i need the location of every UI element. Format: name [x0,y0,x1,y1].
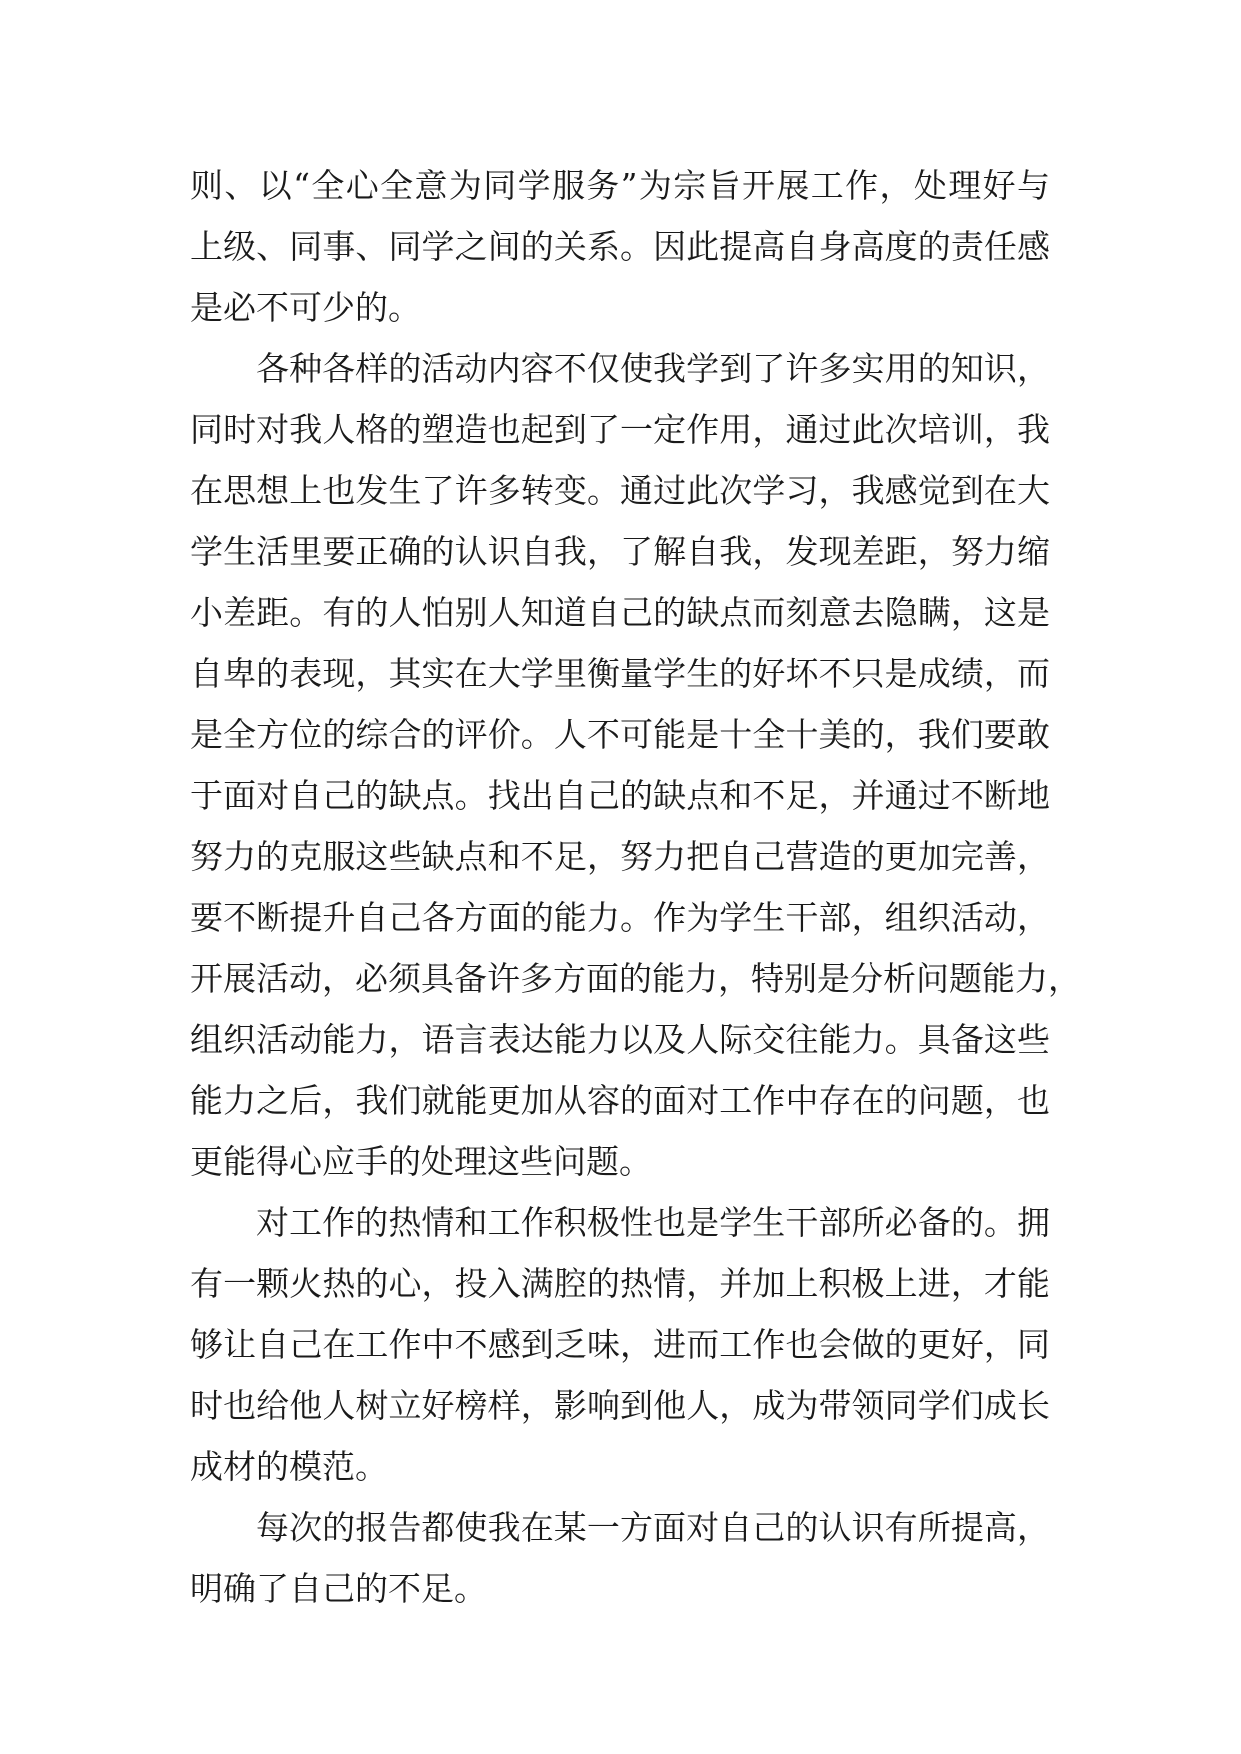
text-line: 小差距。有的人怕别人知道自己的缺点而刻意去隐瞒，这是 [190,593,1050,632]
text-line: 每次的报告都使我在某一方面对自己的认识有所提高， [256,1508,1050,1547]
text-line: 于面对自己的缺点。找出自己的缺点和不足，并通过不断地 [190,776,1050,815]
text-line: 够让自己在工作中不感到乏味，进而工作也会做的更好，同 [190,1325,1050,1364]
text-line: 时也给他人树立好榜样，影响到他人，成为带领同学们成长 [190,1386,1050,1425]
text-line: 能力之后，我们就能更加从容的面对工作中存在的问题，也 [190,1081,1050,1120]
paragraph [190,1192,1050,1497]
text-line: 组织活动能力，语言表达能力以及人际交往能力。具备这些 [190,1020,1050,1059]
text-line: 成材的模范。 [190,1447,388,1486]
text-line: 更能得心应手的处理这些问题。 [190,1142,652,1181]
text-line: 努力的克服这些缺点和不足，努力把自己营造的更加完善， [190,837,1050,876]
text-line: 各种各样的活动内容不仅使我学到了许多实用的知识， [256,349,1050,388]
paragraph [190,155,1050,338]
text-line: 同时对我人格的塑造也起到了一定作用，通过此次培训，我 [190,410,1050,449]
text-line: 明确了自己的不足。 [190,1569,487,1608]
text-line: 在思想上也发生了许多转变。通过此次学习，我感觉到在大 [190,471,1050,510]
text-line: 对工作的热情和工作积极性也是学生干部所必备的。拥 [256,1203,1050,1242]
text-line: 要不断提升自己各方面的能力。作为学生干部，组织活动， [190,898,1050,937]
text-line: 是全方位的综合的评价。人不可能是十全十美的，我们要敢 [190,715,1050,754]
text-line: 学生活里要正确的认识自我，了解自我，发现差距，努力缩 [190,532,1050,571]
text-line: 有一颗火热的心，投入满腔的热情，并加上积极上进，才能 [190,1264,1050,1303]
text-line: 开展活动，必须具备许多方面的能力，特别是分析问题能力， [190,959,1081,998]
text-line: 是必不可少的。 [190,288,421,327]
paragraph [190,338,1081,1192]
paragraph [190,1497,1050,1619]
text-line: 自卑的表现，其实在大学里衡量学生的好坏不只是成绩，而 [190,654,1050,693]
body-text [190,155,1081,1619]
text-line: 则、以“全心全意为同学服务”为宗旨开展工作，处理好与 [190,166,1050,205]
text-line: 上级、同事、同学之间的关系。因此提高自身高度的责任感 [190,227,1050,266]
